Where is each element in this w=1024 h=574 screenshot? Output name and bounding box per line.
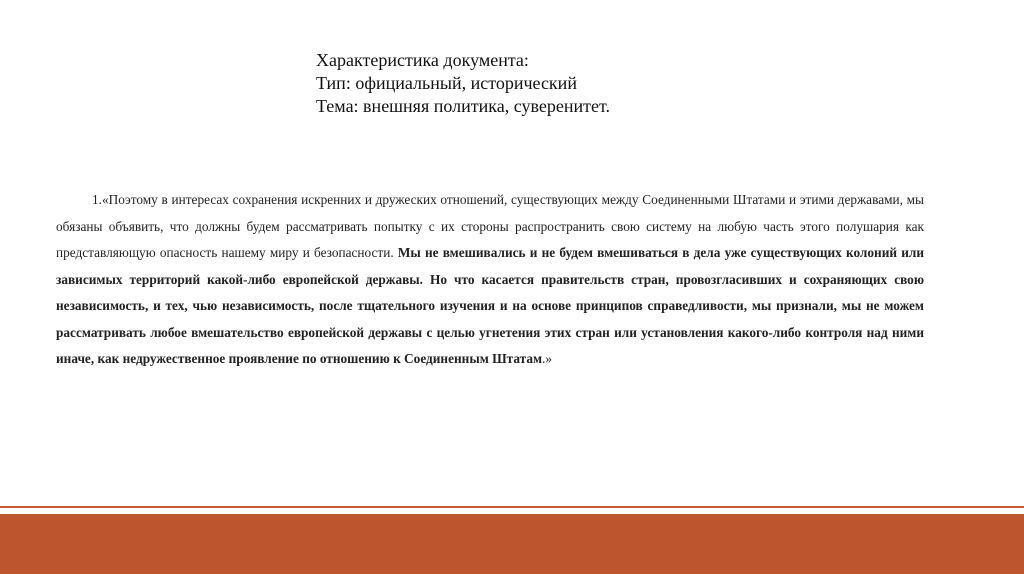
quote-plain-text: 1.«Поэтому в интересах сохранения искренних и дружеских отношений, существующих между Соединенными Штатами и этими державами, мы обязаны объявить, что должны будем рассматривать попытку с их стороны распространить свою систему на любую часть этого полушария как представляющую опасность нашему миру и безопасности. — [56, 192, 924, 260]
footer-bar — [0, 514, 1024, 574]
quote-paragraph — [56, 187, 924, 373]
quote-closing: .» — [542, 351, 553, 366]
document-characteristics — [316, 49, 876, 118]
quote-bold-text: Мы не вмешивались и не будем вмешиваться в дела уже существующих колоний или зависимых территорий какой-либо европейской державы. Но что касается правительств стран, провозгласивших и сохраняющих свою независимость, и тех, чью независимость, после тщательного изучения и на основе принципов справедливости, мы признали, мы не можем рассматривать любое вмешательство европейской державы с целью угнетения этих стран или установления какого-либо контроля над ними иначе, как недружественное проявление по отношению к Соединенным Штатам — [56, 245, 924, 366]
header-topic: Тема: внешняя политика, суверенитет. — [316, 96, 610, 116]
footer-divider — [0, 506, 1024, 508]
header-type: Тип: официальный, исторический — [316, 73, 577, 93]
header-title: Характеристика документа: — [316, 50, 529, 70]
